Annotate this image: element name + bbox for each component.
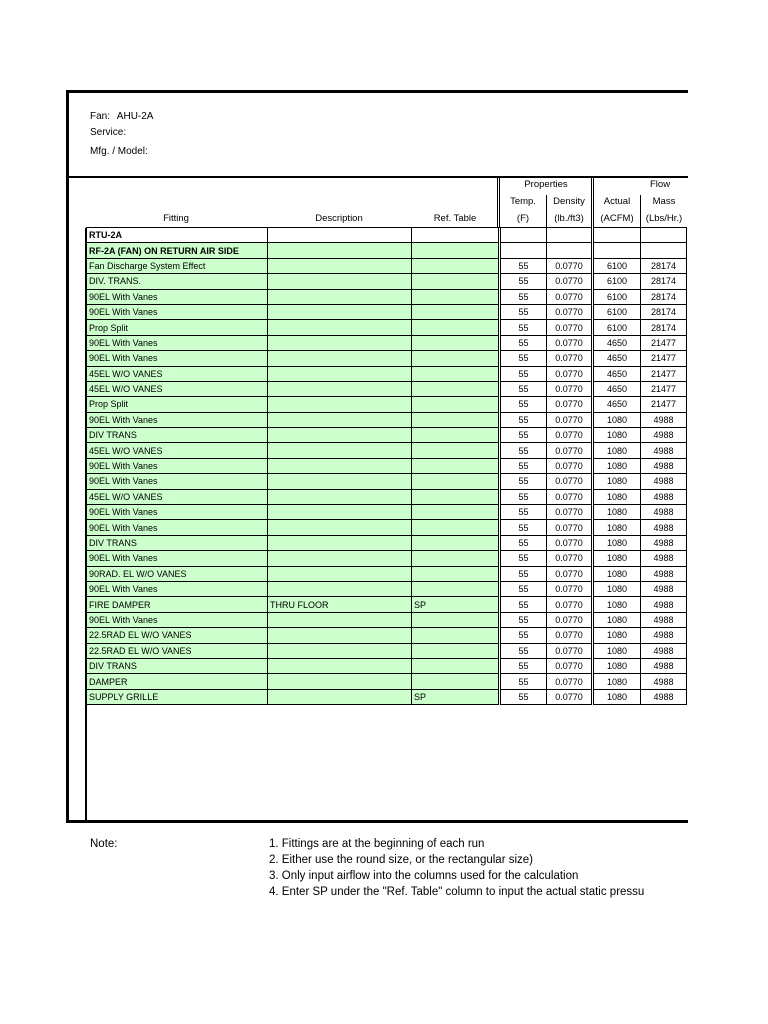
note-item-3: 3. Only input airflow into the columns used for the calculation: [269, 870, 579, 882]
mass-cell[interactable]: 28174: [641, 289, 687, 304]
table-row: [87, 228, 687, 243]
density-cell[interactable]: 0.0770: [547, 551, 593, 566]
density-cell[interactable]: 0.0770: [547, 289, 593, 304]
actual-cell[interactable]: 1080: [593, 474, 641, 489]
fitting-cell[interactable]: 45EL W/O VANES: [87, 381, 268, 396]
density-cell[interactable]: 0.0770: [547, 381, 593, 396]
temp-cell[interactable]: 55: [500, 489, 547, 504]
density-cell[interactable]: 0.0770: [547, 489, 593, 504]
header-mass: Mass: [652, 196, 676, 207]
header-description: Description: [315, 213, 363, 224]
actual-cell[interactable]: 1080: [593, 458, 641, 473]
fitting-cell[interactable]: 90EL With Vanes: [87, 412, 268, 427]
fitting-cell[interactable]: Fan Discharge System Effect: [87, 258, 268, 273]
description-cell[interactable]: [268, 274, 412, 289]
description-cell[interactable]: [268, 458, 412, 473]
ref-table-cell[interactable]: [412, 581, 500, 596]
description-cell[interactable]: [268, 443, 412, 458]
mass-cell[interactable]: 4988: [641, 489, 687, 504]
table-row: [87, 381, 687, 396]
temp-cell[interactable]: 55: [500, 304, 547, 319]
actual-cell[interactable]: 1080: [593, 674, 641, 689]
service-label: Service:: [90, 127, 127, 138]
mass-cell[interactable]: 4988: [641, 597, 687, 612]
density-cell[interactable]: 0.0770: [547, 674, 593, 689]
description-cell[interactable]: [268, 674, 412, 689]
ref-table-cell[interactable]: [412, 428, 500, 443]
header-actual: Actual: [603, 196, 631, 207]
actual-cell[interactable]: 6100: [593, 320, 641, 335]
description-cell[interactable]: THRU FLOOR: [268, 597, 412, 612]
description-cell[interactable]: [268, 320, 412, 335]
description-cell[interactable]: [268, 689, 412, 704]
table-row: [87, 551, 687, 566]
description-cell[interactable]: [268, 581, 412, 596]
density-cell[interactable]: 0.0770: [547, 643, 593, 658]
description-cell[interactable]: [268, 658, 412, 673]
ref-table-cell[interactable]: [412, 304, 500, 319]
density-cell[interactable]: 0.0770: [547, 258, 593, 273]
ref-table-cell[interactable]: [412, 289, 500, 304]
density-cell[interactable]: 0.0770: [547, 505, 593, 520]
mass-cell[interactable]: 28174: [641, 320, 687, 335]
temp-cell[interactable]: 55: [500, 335, 547, 350]
ref-table-cell[interactable]: [412, 351, 500, 366]
ref-table-cell[interactable]: [412, 458, 500, 473]
ref-table-cell[interactable]: [412, 366, 500, 381]
fitting-cell[interactable]: 90EL With Vanes: [87, 581, 268, 596]
fitting-cell[interactable]: 90EL With Vanes: [87, 520, 268, 535]
table-row: [87, 289, 687, 304]
note-label: Note:: [90, 838, 118, 850]
header-density: Density: [553, 196, 585, 207]
density-cell[interactable]: 0.0770: [547, 612, 593, 627]
table-row: [87, 351, 687, 366]
header-fitting: Fitting: [163, 213, 189, 224]
ref-table-cell[interactable]: [412, 520, 500, 535]
density-cell[interactable]: 0.0770: [547, 658, 593, 673]
ref-table-cell[interactable]: [412, 443, 500, 458]
table-row: [87, 304, 687, 319]
description-cell[interactable]: [268, 535, 412, 550]
mass-cell[interactable]: 4988: [641, 566, 687, 581]
header-divider-temp: [497, 178, 500, 228]
fan-line: [90, 111, 153, 122]
description-cell[interactable]: [268, 489, 412, 504]
table-row: [87, 489, 687, 504]
actual-cell[interactable]: 4650: [593, 335, 641, 350]
density-cell[interactable]: 0.0770: [547, 458, 593, 473]
fitting-cell[interactable]: RF-2A (FAN) ON RETURN AIR SIDE: [87, 243, 268, 258]
temp-cell[interactable]: 55: [500, 458, 547, 473]
actual-cell[interactable]: 1080: [593, 658, 641, 673]
actual-cell[interactable]: 6100: [593, 258, 641, 273]
ref-table-cell[interactable]: [412, 412, 500, 427]
fittings-table-body: [87, 228, 687, 705]
ref-table-cell[interactable]: SP: [412, 597, 500, 612]
fitting-cell[interactable]: 90EL With Vanes: [87, 612, 268, 627]
density-cell[interactable]: 0.0770: [547, 397, 593, 412]
temp-cell[interactable]: 55: [500, 535, 547, 550]
ref-table-cell[interactable]: [412, 643, 500, 658]
ref-table-cell[interactable]: [412, 335, 500, 350]
description-cell[interactable]: [268, 289, 412, 304]
ref-table-cell[interactable]: [412, 228, 500, 243]
mass-cell[interactable]: 28174: [641, 258, 687, 273]
density-cell[interactable]: 0.0770: [547, 520, 593, 535]
ref-table-cell[interactable]: [412, 474, 500, 489]
mass-cell[interactable]: 4988: [641, 674, 687, 689]
table-row: [87, 520, 687, 535]
temp-cell[interactable]: 55: [500, 551, 547, 566]
table-row: [87, 335, 687, 350]
fitting-cell[interactable]: FIRE DAMPER: [87, 597, 268, 612]
actual-cell[interactable]: 1080: [593, 643, 641, 658]
fitting-cell[interactable]: 90RAD. EL W/O VANES: [87, 566, 268, 581]
table-row: [87, 689, 687, 704]
description-cell[interactable]: [268, 228, 412, 243]
ref-table-cell[interactable]: [412, 243, 500, 258]
description-cell[interactable]: [268, 551, 412, 566]
mass-cell[interactable]: 4988: [641, 643, 687, 658]
table-row: [87, 458, 687, 473]
mass-cell[interactable]: 21477: [641, 335, 687, 350]
temp-cell[interactable]: 55: [500, 628, 547, 643]
header-separator: [67, 176, 688, 178]
actual-cell[interactable]: 1080: [593, 581, 641, 596]
density-cell[interactable]: 0.0770: [547, 274, 593, 289]
table-row: [87, 243, 687, 258]
fitting-cell[interactable]: DAMPER: [87, 674, 268, 689]
mass-cell[interactable]: 21477: [641, 351, 687, 366]
density-cell[interactable]: 0.0770: [547, 474, 593, 489]
ref-table-cell[interactable]: [412, 535, 500, 550]
header-divider-actual: [591, 178, 594, 228]
mass-cell[interactable]: 4988: [641, 628, 687, 643]
actual-cell[interactable]: 1080: [593, 489, 641, 504]
actual-cell[interactable]: 4650: [593, 397, 641, 412]
fitting-cell[interactable]: 90EL With Vanes: [87, 474, 268, 489]
actual-cell[interactable]: 6100: [593, 274, 641, 289]
description-cell[interactable]: [268, 304, 412, 319]
table-row: [87, 274, 687, 289]
mass-cell[interactable]: 4988: [641, 581, 687, 596]
fitting-cell[interactable]: 90EL With Vanes: [87, 458, 268, 473]
temp-cell[interactable]: 55: [500, 443, 547, 458]
table-row: [87, 643, 687, 658]
mass-cell[interactable]: 28174: [641, 304, 687, 319]
fitting-cell[interactable]: 22.5RAD EL W/O VANES: [87, 628, 268, 643]
actual-cell[interactable]: 1080: [593, 443, 641, 458]
table-row: [87, 397, 687, 412]
temp-cell[interactable]: 55: [500, 566, 547, 581]
ref-table-cell[interactable]: [412, 674, 500, 689]
temp-cell[interactable]: 55: [500, 612, 547, 627]
fitting-cell[interactable]: 90EL With Vanes: [87, 304, 268, 319]
actual-cell[interactable]: [593, 228, 641, 243]
table-row: [87, 597, 687, 612]
description-cell[interactable]: [268, 381, 412, 396]
fitting-cell[interactable]: DIV TRANS: [87, 428, 268, 443]
mass-cell[interactable]: 4988: [641, 412, 687, 427]
frame-top-border: [67, 90, 688, 93]
temp-cell[interactable]: 55: [500, 289, 547, 304]
description-cell[interactable]: [268, 520, 412, 535]
ref-table-cell[interactable]: [412, 566, 500, 581]
description-cell[interactable]: [268, 351, 412, 366]
temp-cell[interactable]: 55: [500, 428, 547, 443]
ref-table-cell[interactable]: [412, 551, 500, 566]
frame-bottom-border: [66, 820, 688, 823]
temp-cell[interactable]: 55: [500, 597, 547, 612]
description-cell[interactable]: [268, 505, 412, 520]
fitting-cell[interactable]: 90EL With Vanes: [87, 505, 268, 520]
header-temp: Temp.: [510, 196, 536, 207]
mass-cell[interactable]: [641, 228, 687, 243]
mass-cell[interactable]: 4988: [641, 443, 687, 458]
density-cell[interactable]: 0.0770: [547, 581, 593, 596]
mass-cell[interactable]: 4988: [641, 612, 687, 627]
mass-cell[interactable]: 4988: [641, 535, 687, 550]
density-cell[interactable]: 0.0770: [547, 628, 593, 643]
model-label: Mfg. / Model:: [90, 146, 148, 157]
ref-table-cell[interactable]: [412, 489, 500, 504]
density-cell[interactable]: 0.0770: [547, 366, 593, 381]
table-row: [87, 535, 687, 550]
note-item-4: 4. Enter SP under the "Ref. Table" column to input the actual static pressu: [269, 886, 645, 898]
ref-table-cell[interactable]: [412, 612, 500, 627]
actual-cell[interactable]: 1080: [593, 505, 641, 520]
actual-cell[interactable]: 1080: [593, 689, 641, 704]
mass-cell[interactable]: 4988: [641, 689, 687, 704]
table-row: [87, 428, 687, 443]
temp-cell[interactable]: 55: [500, 505, 547, 520]
fitting-cell[interactable]: Prop Split: [87, 320, 268, 335]
fan-label: Fan:: [90, 111, 111, 122]
actual-cell[interactable]: 1080: [593, 612, 641, 627]
table-row: [87, 674, 687, 689]
header-density-unit: (lb./ft3): [554, 213, 584, 224]
temp-cell[interactable]: 55: [500, 397, 547, 412]
mass-cell[interactable]: 4988: [641, 458, 687, 473]
frame-left-border: [66, 90, 69, 822]
header-flow: Flow: [650, 179, 671, 190]
ref-table-cell[interactable]: [412, 381, 500, 396]
description-cell[interactable]: [268, 428, 412, 443]
fitting-cell[interactable]: DIV TRANS: [87, 658, 268, 673]
fitting-cell[interactable]: 45EL W/O VANES: [87, 443, 268, 458]
fitting-cell[interactable]: DIV. TRANS.: [87, 274, 268, 289]
actual-cell[interactable]: 1080: [593, 535, 641, 550]
ref-table-cell[interactable]: [412, 505, 500, 520]
model-line: [90, 146, 148, 157]
density-cell[interactable]: [547, 243, 593, 258]
description-cell[interactable]: [268, 366, 412, 381]
temp-cell[interactable]: 55: [500, 689, 547, 704]
table-row: [87, 258, 687, 273]
header-actual-unit: (ACFM): [600, 213, 634, 224]
table-row: [87, 658, 687, 673]
temp-cell[interactable]: 55: [500, 643, 547, 658]
actual-cell[interactable]: 1080: [593, 428, 641, 443]
actual-cell[interactable]: 1080: [593, 597, 641, 612]
temp-cell[interactable]: 55: [500, 351, 547, 366]
table-row: [87, 581, 687, 596]
density-cell[interactable]: 0.0770: [547, 320, 593, 335]
mass-cell[interactable]: 4988: [641, 658, 687, 673]
density-cell[interactable]: 0.0770: [547, 566, 593, 581]
table-row: [87, 443, 687, 458]
temp-cell[interactable]: 55: [500, 658, 547, 673]
actual-cell[interactable]: 6100: [593, 289, 641, 304]
fan-value[interactable]: AHU-2A: [116, 111, 154, 122]
temp-cell[interactable]: 55: [500, 320, 547, 335]
table-row: [87, 505, 687, 520]
ref-table-cell[interactable]: [412, 258, 500, 273]
ref-table-cell[interactable]: SP: [412, 689, 500, 704]
description-cell[interactable]: [268, 474, 412, 489]
ref-table-cell[interactable]: [412, 628, 500, 643]
table-row: [87, 474, 687, 489]
density-cell[interactable]: 0.0770: [547, 428, 593, 443]
fitting-cell[interactable]: 90EL With Vanes: [87, 335, 268, 350]
note-item-2: 2. Either use the round size, or the rectangular size): [269, 854, 534, 866]
fitting-cell[interactable]: Prop Split: [87, 397, 268, 412]
header-ref-table: Ref. Table: [433, 213, 477, 224]
service-line: [90, 127, 126, 138]
mass-cell[interactable]: [641, 243, 687, 258]
temp-cell[interactable]: 55: [500, 674, 547, 689]
description-cell[interactable]: [268, 243, 412, 258]
description-cell[interactable]: [268, 628, 412, 643]
density-cell[interactable]: [547, 228, 593, 243]
fitting-cell[interactable]: SUPPLY GRILLE: [87, 689, 268, 704]
actual-cell[interactable]: [593, 243, 641, 258]
ref-table-cell[interactable]: [412, 658, 500, 673]
table-row: [87, 566, 687, 581]
fitting-cell[interactable]: 90EL With Vanes: [87, 351, 268, 366]
fitting-cell[interactable]: 90EL With Vanes: [87, 551, 268, 566]
temp-cell[interactable]: 55: [500, 274, 547, 289]
mass-cell[interactable]: 21477: [641, 366, 687, 381]
ref-table-cell[interactable]: [412, 320, 500, 335]
temp-cell[interactable]: 55: [500, 258, 547, 273]
density-cell[interactable]: 0.0770: [547, 597, 593, 612]
fitting-cell[interactable]: 45EL W/O VANES: [87, 489, 268, 504]
description-cell[interactable]: [268, 397, 412, 412]
fitting-cell[interactable]: 90EL With Vanes: [87, 289, 268, 304]
description-cell[interactable]: [268, 643, 412, 658]
temp-cell[interactable]: 55: [500, 381, 547, 396]
fitting-cell[interactable]: 22.5RAD EL W/O VANES: [87, 643, 268, 658]
mass-cell[interactable]: 4988: [641, 520, 687, 535]
mass-cell[interactable]: 21477: [641, 397, 687, 412]
mass-cell[interactable]: 4988: [641, 474, 687, 489]
note-item-1: 1. Fittings are at the beginning of each run: [269, 838, 485, 850]
actual-cell[interactable]: 1080: [593, 520, 641, 535]
mass-cell[interactable]: 4988: [641, 505, 687, 520]
density-cell[interactable]: 0.0770: [547, 412, 593, 427]
mass-cell[interactable]: 4988: [641, 551, 687, 566]
description-cell[interactable]: [268, 412, 412, 427]
density-cell[interactable]: 0.0770: [547, 335, 593, 350]
actual-cell[interactable]: 1080: [593, 628, 641, 643]
temp-cell[interactable]: [500, 228, 547, 243]
density-cell[interactable]: 0.0770: [547, 443, 593, 458]
header-temp-unit: (F): [516, 213, 530, 224]
ref-table-cell[interactable]: [412, 397, 500, 412]
description-cell[interactable]: [268, 566, 412, 581]
actual-cell[interactable]: 4650: [593, 366, 641, 381]
temp-cell[interactable]: 55: [500, 366, 547, 381]
actual-cell[interactable]: 1080: [593, 551, 641, 566]
temp-cell[interactable]: 55: [500, 581, 547, 596]
actual-cell[interactable]: 1080: [593, 566, 641, 581]
mass-cell[interactable]: 21477: [641, 381, 687, 396]
description-cell[interactable]: [268, 258, 412, 273]
mass-cell[interactable]: 4988: [641, 428, 687, 443]
temp-cell[interactable]: [500, 243, 547, 258]
table-row: [87, 412, 687, 427]
table-row: [87, 628, 687, 643]
ref-table-cell[interactable]: [412, 274, 500, 289]
density-cell[interactable]: 0.0770: [547, 351, 593, 366]
density-cell[interactable]: 0.0770: [547, 304, 593, 319]
temp-cell[interactable]: 55: [500, 412, 547, 427]
table-row: [87, 320, 687, 335]
table-row: [87, 612, 687, 627]
density-cell[interactable]: 0.0770: [547, 689, 593, 704]
actual-cell[interactable]: 6100: [593, 304, 641, 319]
header-properties: Properties: [524, 179, 568, 190]
mass-cell[interactable]: 28174: [641, 274, 687, 289]
description-cell[interactable]: [268, 335, 412, 350]
actual-cell[interactable]: 1080: [593, 412, 641, 427]
description-cell[interactable]: [268, 612, 412, 627]
fitting-cell[interactable]: RTU-2A: [87, 228, 268, 243]
actual-cell[interactable]: 4650: [593, 351, 641, 366]
fittings-table: [86, 227, 687, 705]
temp-cell[interactable]: 55: [500, 520, 547, 535]
fitting-cell[interactable]: 45EL W/O VANES: [87, 366, 268, 381]
density-cell[interactable]: 0.0770: [547, 535, 593, 550]
table-row: [87, 366, 687, 381]
actual-cell[interactable]: 4650: [593, 381, 641, 396]
temp-cell[interactable]: 55: [500, 474, 547, 489]
header-mass-unit: (Lbs/Hr.): [645, 213, 683, 224]
fitting-cell[interactable]: DIV TRANS: [87, 535, 268, 550]
